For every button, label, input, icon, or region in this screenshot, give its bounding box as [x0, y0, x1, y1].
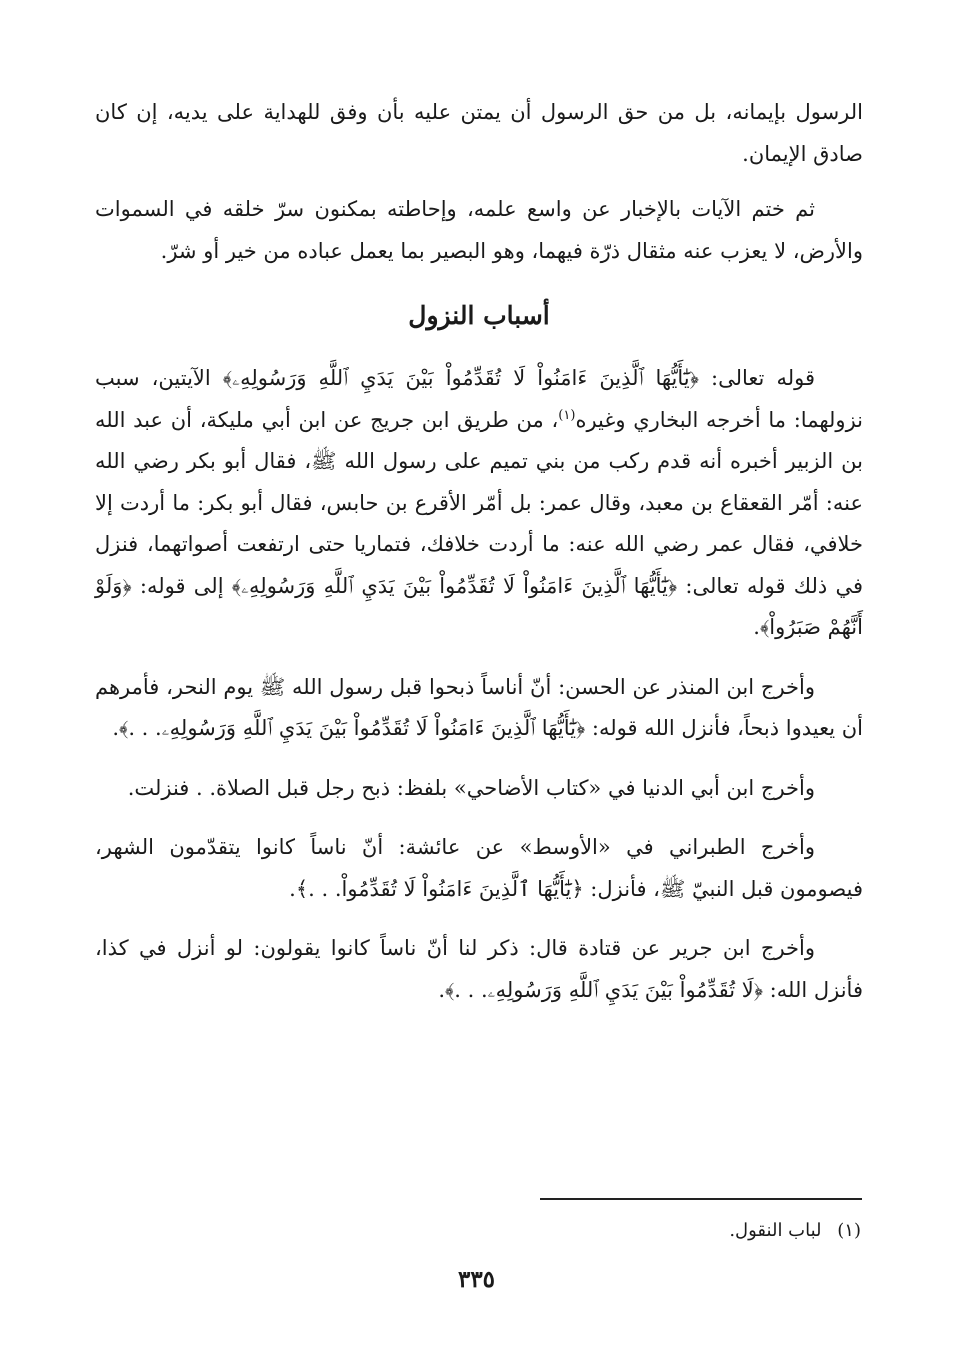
paragraph-continuation: الرسول بإيمانه، بل من حق الرسول أن يمتن عليه بأن وفق للهداية على يديه، إن كان صادق الإيمان. — [95, 100, 863, 166]
footnote — [729, 1218, 861, 1244]
section-heading: أسباب النزول — [408, 301, 550, 330]
page-body — [95, 92, 863, 1011]
paragraph-text-part-b: ، من طريق ابن جريج عن ابن أبي مليكة، أن عبد الله بن الزبير أخبره أنه قدم ركب من بني تميم على رسول الله ﷺ، فقال أبو بكر رضي الله عنه: أمّر القعقاع بن معبد، وقال عمر: بل أمّر الأقرع بن حابس، فقال أبو بكر: ما أردت إلا خلافي، فقال عمر رضي الله عنه: ما أردت خلافك، فتماريا حتى ارتفعت أصواتهما، فنزل في ذلك قوله تعالى: ﴿يَٰٓأَيُّهَا ٱلَّذِينَ ءَامَنُواْ لَا تُقَدِّمُواْ بَيْنَ يَدَيِ ٱللَّهِ وَرَسُولِهِۦ﴾ إلى قوله: ﴿وَلَوْ أَنَّهُمْ صَبَرُواْ﴾. — [95, 407, 863, 639]
footnote-divider — [540, 1198, 862, 1200]
footnote-reference: (١) — [558, 407, 576, 423]
paragraph-ibn-al-mundhir: وأخرج ابن المنذر عن الحسن: أنّ أناساً ذبحوا قبل رسول الله ﷺ يوم النحر، فأمرهم أن يعيدوا ذبحاً، فأنزل الله قوله: ﴿يَٰٓأَيُّهَا ٱلَّذِينَ ءَامَنُواْ لَا تُقَدِّمُواْ بَيْنَ يَدَيِ ٱللَّهِ وَرَسُولِهِۦ. . .﴾. — [95, 674, 863, 740]
paragraph-text-part-a: قوله تعالى: ﴿يَٰٓأَيُّهَا ٱلَّذِينَ ءَامَنُواْ لَا تُقَدِّمُواْ بَيْنَ يَدَيِ ٱللَّهِ وَرَسُولِهِۦ﴾ الآيتين، سبب نزولهما: ما أخرجه البخاري وغيره — [95, 366, 863, 432]
paragraph-ibn-jarir: وأخرج ابن جرير عن قتادة قال: ذكر لنا أنّ ناساً كانوا يقولون: لو أنزل في كذا، فأنزل الله: ﴿لَا تُقَدِّمُواْ بَيْنَ يَدَيِ ٱللَّهِ وَرَسُولِهِۦ. . .﴾. — [95, 936, 863, 1002]
paragraph-revelation-cause — [95, 358, 863, 649]
paragraph-closing-verses: ثم ختم الآيات بالإخبار عن واسع علمه، وإحاطته بمكنون سرّ خلقه في السموات والأرض، لا يعزب عنه مثقال ذرّة فيهما، وهو البصير بما يعمل عباده من خير أو شرّ. — [95, 197, 863, 263]
paragraph-tabarani: وأخرج الطبراني في «الأوسط» عن عائشة: أنّ ناساً كانوا يتقدّمون الشهر، فيصومون قبل النبيّ ﷺ، فأنزل: ﴿يَٰٓأَيُّهَا ٱلَّذِينَ ءَامَنُواْ لَا تُقَدِّمُواْ. . .﴾. — [95, 835, 863, 901]
footnote-text: لباب النقول. — [729, 1220, 822, 1241]
paragraph-ibn-abi-al-dunya: وأخرج ابن أبي الدنيا في «كتاب الأضاحي» بلفظ: ذبح رجل قبل الصلاة. . فنزلت. — [127, 775, 815, 800]
footnote-number: (١) — [837, 1220, 861, 1241]
page-number: ٣٣٥ — [457, 1266, 496, 1293]
